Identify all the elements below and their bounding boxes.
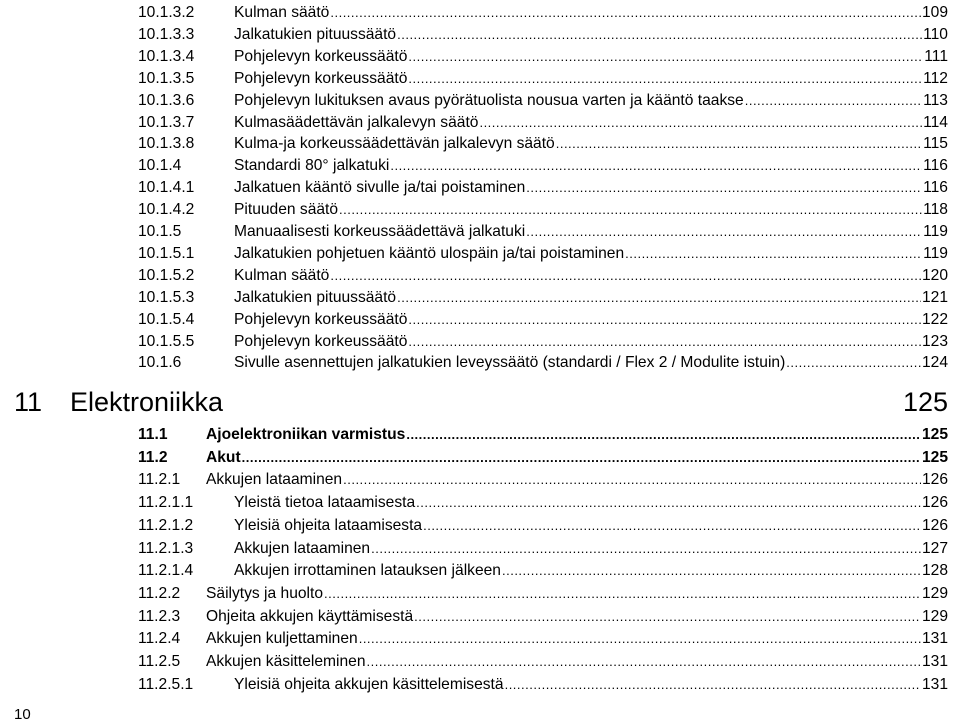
toc-entry-title: Ajoelektroniikan varmistus <box>206 426 406 443</box>
toc-entry[interactable] <box>138 112 948 134</box>
toc-entry-page: 120 <box>921 266 948 284</box>
toc-entry[interactable] <box>138 674 948 696</box>
toc-entry-title: Pohjelevyn korkeussäätö <box>234 310 408 328</box>
toc-entry[interactable] <box>138 583 948 605</box>
toc-entry-title: Jalkatuen kääntö sivulle ja/tai poistaminen <box>234 179 526 197</box>
toc-entry-title: Jalkatukien pituussäätö <box>234 25 397 43</box>
toc-entry-number: 11.2.1.1 <box>138 494 194 512</box>
toc-entry-title: Jalkatukien pituussäätö <box>234 288 397 306</box>
toc-leader-dots <box>526 177 922 199</box>
toc-entry-title: Pituuden säätö <box>234 201 339 219</box>
toc-entry-number: 11.2.5 <box>138 653 181 670</box>
toc-entry-page: 116 <box>923 157 948 175</box>
toc-entry-number: 10.1.3.2 <box>138 4 195 21</box>
toc-entry[interactable] <box>138 221 948 243</box>
toc-entry-page: 126 <box>921 516 948 534</box>
toc-entry[interactable] <box>138 133 948 155</box>
toc-entry-title: Pohjelevyn korkeussäätö <box>234 332 408 350</box>
toc-leader-dots <box>408 46 923 68</box>
toc-leader-dots <box>343 469 921 491</box>
toc-entry-title: Akkujen irrottaminen latauksen jälkeen <box>234 562 501 580</box>
toc-entry[interactable] <box>138 424 948 446</box>
toc-entry-number: 11.2 <box>138 448 168 466</box>
toc-entry[interactable] <box>138 243 948 265</box>
toc-entry-page: 126 <box>921 471 948 489</box>
toc-leader-dots <box>406 424 921 446</box>
toc-entry-number: 11.2.2 <box>138 584 181 602</box>
toc-entry[interactable] <box>138 265 948 287</box>
toc-entry-page: 112 <box>923 69 948 87</box>
toc-leader-dots <box>408 68 922 90</box>
toc-entry-number: 10.1.5.2 <box>138 266 195 284</box>
toc-entry-number: 11.2.1.4 <box>138 562 194 580</box>
toc-entry-page: 124 <box>921 354 948 372</box>
toc-entry-page: 123 <box>921 332 948 350</box>
toc-leader-dots <box>242 447 921 469</box>
chapter-page: 125 <box>902 386 948 417</box>
toc-entry-title: Yleisiä ohjeita akkujen käsittelemisestä <box>234 675 504 693</box>
toc-leader-dots <box>502 560 921 582</box>
toc-entry-title: Akkujen lataaminen <box>206 471 343 489</box>
toc-entry-page: 122 <box>921 310 948 328</box>
toc-leader-dots <box>505 674 921 696</box>
toc-entry-page: 119 <box>923 244 948 262</box>
toc-entry-page: 118 <box>923 201 948 219</box>
toc-entry-title: Pohjelevyn korkeussäätö <box>234 69 408 87</box>
toc-entry-page: 109 <box>921 4 948 21</box>
toc-entry-page: 121 <box>921 288 948 306</box>
toc-entry-number: 11.2.4 <box>138 630 181 648</box>
toc-entry[interactable] <box>138 352 948 374</box>
toc-entry-title: Pohjelevyn lukituksen avaus pyörätuolista nousua varten ja kääntö taakse <box>234 91 744 109</box>
toc-entry[interactable] <box>138 447 948 469</box>
toc-entry-number: 11.2.3 <box>138 607 181 625</box>
toc-entry-number: 11.2.1.2 <box>138 516 194 534</box>
toc-leader-dots <box>390 155 922 177</box>
toc-leader-dots <box>339 199 922 221</box>
toc-leader-dots <box>556 133 922 155</box>
toc-entry-title: Säilytys ja huolto <box>206 584 324 602</box>
toc-leader-dots <box>397 287 921 309</box>
toc-entry-title: Yleisiä ohjeita lataamisesta <box>234 516 423 534</box>
toc-entry[interactable] <box>138 538 948 560</box>
toc-entry-title: Pohjelevyn korkeussäätö <box>234 47 408 65</box>
toc-entry[interactable] <box>138 199 948 221</box>
toc-entry[interactable] <box>138 309 948 331</box>
chapter-number: 11 <box>14 386 43 417</box>
toc-entry-page: 116 <box>923 179 948 197</box>
toc-entry-title: Akkujen lataaminen <box>234 539 371 557</box>
toc-entry[interactable] <box>138 177 948 199</box>
toc-leader-dots <box>397 24 922 46</box>
toc-entry-page: 131 <box>921 675 948 693</box>
toc-entry[interactable] <box>138 331 948 353</box>
toc-entry[interactable] <box>138 515 948 537</box>
toc-entry-number: 10.1.3.3 <box>138 25 195 43</box>
toc-leader-dots <box>423 515 921 537</box>
toc-entry[interactable] <box>138 469 948 491</box>
toc-entry-number: 10.1.5.3 <box>138 288 195 306</box>
toc-entry[interactable] <box>138 155 948 177</box>
toc-leader-dots <box>745 90 922 112</box>
toc-entry-number: 10.1.6 <box>138 354 182 372</box>
toc-entry-page: 127 <box>921 539 948 557</box>
toc-entry[interactable] <box>138 24 948 46</box>
toc-entry-page: 114 <box>923 113 948 131</box>
toc-leader-dots <box>414 606 921 628</box>
toc-entry[interactable] <box>138 628 948 650</box>
toc-leader-dots <box>324 583 921 605</box>
toc-leader-dots <box>625 243 922 265</box>
footer-page-number: 10 <box>14 706 31 723</box>
toc-leader-dots <box>786 352 921 374</box>
toc-entry-page: 131 <box>921 653 948 670</box>
toc-entry[interactable] <box>138 287 948 309</box>
chapter-title: Elektroniikka <box>70 386 224 417</box>
toc-entry-page: 115 <box>923 135 948 153</box>
toc-entry-number: 11.2.5.1 <box>138 675 194 693</box>
toc-leader-dots <box>330 265 921 287</box>
toc-entry-number: 10.1.3.4 <box>138 47 195 65</box>
toc-entry-page: 113 <box>923 91 948 109</box>
toc-entry[interactable] <box>138 2 948 24</box>
toc-entry-page: 119 <box>923 223 948 240</box>
toc-entry-title: Standardi 80° jalkatuki <box>234 157 390 175</box>
toc-leader-dots <box>526 221 922 243</box>
toc-entry-title: Kulmasäädettävän jalkalevyn säätö <box>234 113 479 131</box>
toc-entry-number: 10.1.5.4 <box>138 310 195 328</box>
toc-entry-title: Akut <box>206 448 241 466</box>
toc-entry[interactable] <box>138 560 948 582</box>
toc-entry-title: Yleistä tietoa lataamisesta <box>234 494 416 512</box>
toc-entry[interactable] <box>138 68 948 90</box>
toc-entry-title: Kulma-ja korkeussäädettävän jalkalevyn säätö <box>234 135 555 153</box>
toc-entry-title: Manuaalisesti korkeussäädettävä jalkatuki <box>234 223 526 240</box>
toc-entry[interactable] <box>138 90 948 112</box>
toc-entry-title: Kulman säätö <box>234 4 330 21</box>
toc-entry-page: 129 <box>921 607 948 625</box>
toc-entry[interactable] <box>138 492 948 514</box>
toc-leader-dots <box>408 309 921 331</box>
toc-leader-dots <box>359 628 921 650</box>
toc-entry-number: 11.2.1 <box>138 471 181 489</box>
toc-entry-number: 10.1.3.8 <box>138 135 195 153</box>
toc-entry-number: 11.2.1.3 <box>138 539 194 557</box>
toc-entry-page: 129 <box>921 584 948 602</box>
toc-leader-dots <box>408 331 921 353</box>
toc-entry-number: 10.1.4.1 <box>138 179 195 197</box>
toc-entry-page: 126 <box>921 494 948 512</box>
toc-entry-title: Akkujen kuljettaminen <box>206 630 358 648</box>
toc-entry-number: 10.1.3.7 <box>138 113 195 131</box>
toc-leader-dots <box>367 651 921 673</box>
toc-entry-page: 125 <box>921 448 948 466</box>
toc-leader-dots <box>330 2 921 24</box>
toc-entry-title: Jalkatukien pohjetuen kääntö ulospäin ja/tai poistaminen <box>234 244 625 262</box>
toc-entry-title: Sivulle asennettujen jalkatukien leveyssäätö (standardi / Flex 2 / Modulite istuin) <box>234 354 786 372</box>
toc-leader-dots <box>479 112 922 134</box>
toc-leader-dots <box>371 538 921 560</box>
toc-entry-number: 10.1.3.6 <box>138 91 195 109</box>
toc-entry-title: Akkujen käsitteleminen <box>206 653 366 670</box>
toc-entry-number: 11.1 <box>138 426 168 443</box>
toc-entry-title: Ohjeita akkujen käyttämisestä <box>206 607 414 625</box>
toc-entry-page: 125 <box>921 426 948 443</box>
toc-entry[interactable] <box>138 651 948 673</box>
toc-entry-page: 110 <box>923 25 948 43</box>
toc-entry[interactable] <box>138 606 948 628</box>
toc-entry-number: 10.1.4 <box>138 157 182 175</box>
toc-entry[interactable] <box>138 46 948 68</box>
toc-leader-dots <box>416 492 921 514</box>
toc-entry-title: Kulman säätö <box>234 266 330 284</box>
toc-entry-number: 10.1.5.5 <box>138 332 195 350</box>
toc-entry-page: 131 <box>921 630 948 648</box>
chapter-heading <box>14 382 948 422</box>
toc-entry-page: 111 <box>924 47 948 65</box>
toc-entry-page: 128 <box>921 562 948 580</box>
toc-entry-number: 10.1.5 <box>138 223 182 240</box>
toc-entry-number: 10.1.5.1 <box>138 244 195 262</box>
toc-entry-number: 10.1.3.5 <box>138 69 195 87</box>
toc-entry-number: 10.1.4.2 <box>138 201 195 219</box>
